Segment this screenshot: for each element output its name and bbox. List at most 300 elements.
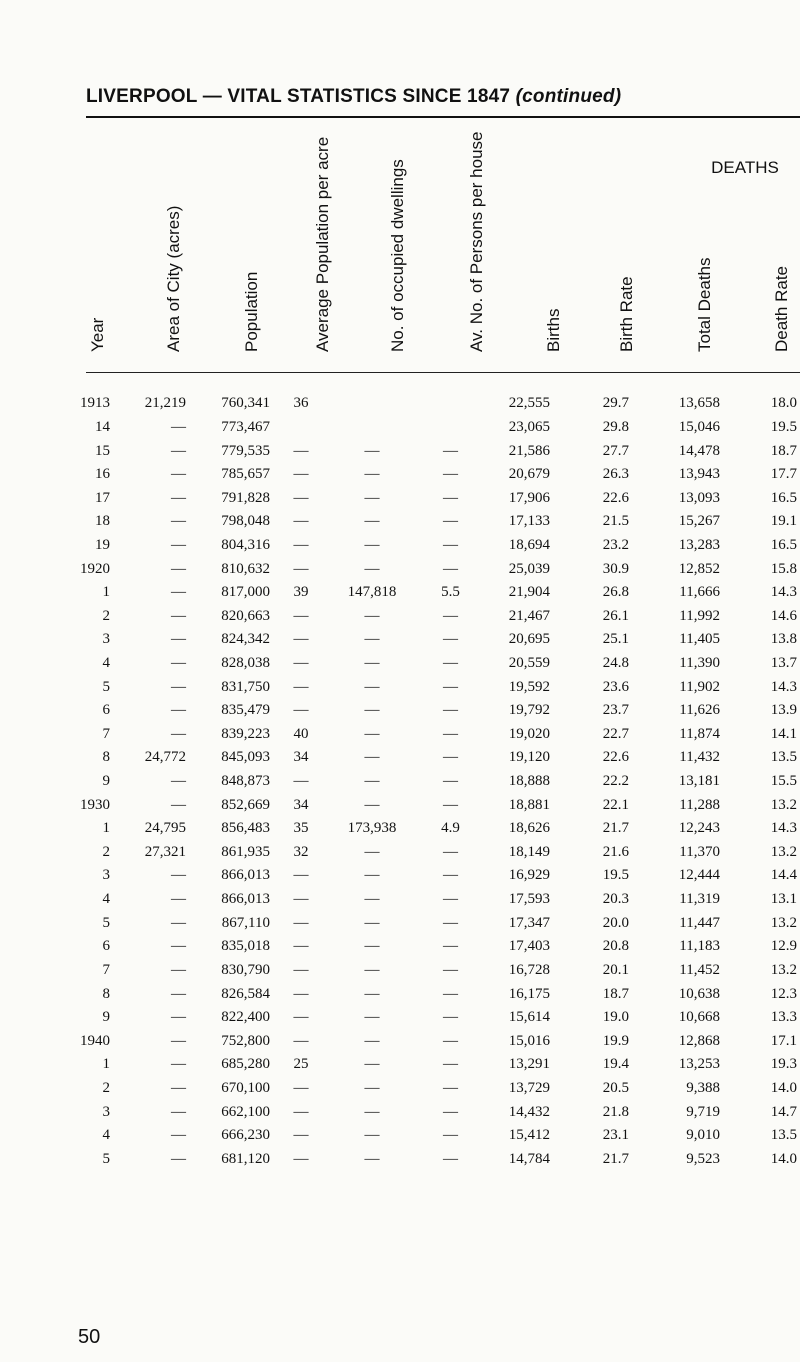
cell-dwellings: —	[364, 867, 380, 884]
cell-birth-rate: 23.1	[602, 1127, 629, 1144]
cell-area: 21,219	[144, 395, 186, 412]
cell-population: 820,663	[221, 607, 270, 624]
cell-total-deaths: 10,668	[678, 1009, 720, 1026]
cell-births: 17,593	[508, 891, 550, 908]
cell-area: —	[171, 961, 186, 978]
cell-avg-pop: —	[293, 1009, 309, 1026]
cell-dwellings: —	[364, 702, 380, 719]
cell-birth-rate: 22.6	[602, 489, 629, 506]
cell-death-rate: 14.3	[770, 820, 797, 837]
cell-year: 5	[102, 678, 110, 695]
cell-births: 15,412	[508, 1127, 550, 1144]
cell-persons-house: —	[443, 985, 458, 1002]
cell-persons-house: —	[443, 891, 458, 908]
cell-birth-rate: 21.6	[602, 843, 629, 860]
cell-total-deaths: 14,478	[678, 442, 720, 459]
cell-death-rate: 13.2	[770, 843, 797, 860]
cell-death-rate: 17.7	[770, 466, 797, 483]
header-area: Area of City (acres)	[164, 205, 183, 352]
cell-death-rate: 14.0	[770, 1150, 797, 1167]
page-number: 50	[78, 1326, 101, 1348]
cell-persons-house: —	[443, 513, 458, 530]
cell-persons-house: 5.5	[441, 584, 460, 601]
cell-persons-house: —	[443, 914, 458, 931]
cell-birth-rate: 20.5	[602, 1079, 629, 1096]
cell-area: —	[171, 1009, 186, 1026]
cell-year: 4	[102, 655, 110, 671]
cell-avg-pop: 36	[293, 395, 309, 412]
cell-total-deaths: 11,288	[679, 796, 720, 813]
cell-avg-pop: —	[293, 1079, 309, 1096]
cell-total-deaths: 11,626	[679, 702, 720, 719]
cell-dwellings	[332, 416, 412, 440]
cell-year: 17	[95, 489, 110, 506]
cell-population: 848,873	[221, 773, 270, 790]
cell-persons-house: —	[443, 843, 458, 860]
table-row	[80, 652, 797, 676]
cell-population: 835,479	[221, 702, 270, 719]
cell-birth-rate: 22.6	[602, 749, 629, 766]
cell-total-deaths: 9,719	[686, 1103, 720, 1120]
cell-year: 1	[102, 584, 110, 601]
cell-births: 19,592	[508, 678, 550, 695]
cell-year: 6	[102, 938, 110, 955]
cell-death-rate: 14.4	[770, 867, 797, 884]
cell-total-deaths: 11,370	[679, 843, 720, 860]
cell-births: 18,626	[508, 820, 550, 837]
cell-area: —	[171, 678, 186, 695]
header-population: Population	[242, 271, 261, 352]
cell-area: —	[171, 466, 186, 483]
cell-dwellings: —	[364, 513, 380, 530]
cell-population: 685,280	[221, 1056, 270, 1073]
cell-avg-pop: —	[293, 1150, 309, 1167]
cell-population: 828,038	[221, 655, 270, 671]
cell-area: —	[171, 560, 186, 577]
cell-avg-pop: 35	[293, 820, 309, 837]
table-row	[80, 534, 797, 558]
cell-population: 824,342	[221, 631, 270, 648]
cell-year: 3	[102, 631, 110, 648]
header-year: Year	[88, 317, 107, 352]
cell-persons-house: —	[443, 1127, 458, 1144]
cell-persons-house: —	[443, 1150, 458, 1167]
cell-year: 2	[102, 607, 110, 624]
header-birth-rate: Birth Rate	[617, 276, 636, 352]
cell-population: 856,483	[221, 820, 270, 837]
cell-births: 17,403	[508, 938, 550, 955]
cell-persons-house: 4.9	[441, 820, 460, 837]
table-row	[80, 1006, 797, 1030]
cell-birth-rate: 20.1	[602, 961, 629, 978]
title-continued: (continued)	[515, 86, 622, 107]
cell-births: 17,906	[508, 489, 550, 506]
cell-death-rate: 16.5	[770, 489, 797, 506]
cell-dwellings: —	[364, 560, 380, 577]
cell-births: 16,175	[508, 985, 550, 1002]
cell-births: 16,929	[508, 867, 550, 884]
cell-total-deaths: 15,046	[678, 418, 720, 435]
table-row	[80, 770, 797, 794]
cell-total-deaths: 13,093	[678, 489, 720, 506]
cell-dwellings: 173,938	[347, 820, 397, 837]
header-dwellings: No. of occupied dwellings	[388, 159, 407, 352]
cell-year: 1	[102, 1056, 110, 1073]
cell-dwellings: —	[364, 796, 380, 813]
cell-persons-house	[412, 416, 489, 440]
cell-population: 866,013	[221, 891, 270, 908]
cell-avg-pop: —	[293, 867, 309, 884]
cell-births: 13,729	[508, 1079, 550, 1096]
cell-total-deaths: 12,852	[678, 560, 720, 577]
cell-persons-house: —	[443, 961, 458, 978]
cell-death-rate: 15.8	[770, 560, 797, 577]
cell-avg-pop: —	[293, 914, 309, 931]
table-row	[80, 746, 797, 770]
cell-persons-house: —	[443, 725, 458, 742]
cell-avg-pop: —	[293, 513, 309, 530]
cell-population: 773,467	[221, 418, 270, 435]
cell-birth-rate: 20.0	[602, 914, 629, 931]
cell-birth-rate: 20.3	[602, 891, 629, 908]
cell-birth-rate: 29.7	[602, 395, 629, 412]
cell-total-deaths: 11,405	[679, 631, 720, 648]
cell-area: —	[171, 513, 186, 530]
cell-avg-pop: 32	[293, 843, 309, 860]
cell-persons-house: —	[443, 938, 458, 955]
table-row	[80, 935, 797, 959]
cell-total-deaths: 11,452	[679, 961, 720, 978]
cell-total-deaths: 9,523	[686, 1150, 720, 1167]
cell-death-rate: 18.0	[770, 395, 797, 412]
cell-total-deaths: 10,638	[678, 985, 720, 1002]
cell-births: 21,467	[508, 607, 550, 624]
cell-area: —	[171, 1127, 186, 1144]
cell-area: —	[171, 607, 186, 624]
cell-area: 24,772	[144, 749, 186, 766]
cell-births: 18,149	[508, 843, 550, 860]
cell-births: 18,888	[508, 773, 550, 790]
table-row	[80, 557, 797, 581]
cell-population: 845,093	[221, 749, 270, 766]
cell-dwellings: —	[364, 1127, 380, 1144]
cell-dwellings: —	[364, 1150, 380, 1167]
cell-total-deaths: 11,666	[679, 584, 720, 601]
table-row	[80, 439, 797, 463]
cell-total-deaths: 12,444	[678, 867, 720, 884]
cell-persons-house: —	[443, 1032, 458, 1049]
cell-dwellings: —	[364, 1032, 380, 1049]
cell-dwellings: —	[364, 914, 380, 931]
table-row	[80, 982, 797, 1006]
cell-total-deaths: 11,183	[679, 938, 720, 955]
cell-births: 19,020	[508, 725, 550, 742]
cell-area: —	[171, 1079, 186, 1096]
cell-area: —	[171, 914, 186, 931]
cell-death-rate: 14.3	[770, 678, 797, 695]
cell-avg-pop: —	[293, 442, 309, 459]
cell-death-rate: 13.5	[770, 749, 797, 766]
cell-dwellings: —	[364, 961, 380, 978]
cell-births: 20,695	[508, 631, 550, 648]
cell-persons-house: —	[443, 536, 458, 553]
header-births: Births	[544, 308, 563, 352]
cell-year: 8	[102, 749, 110, 766]
cell-births: 17,347	[508, 914, 550, 931]
title-text: LIVERPOOL — VITAL STATISTICS SINCE 1847	[86, 86, 511, 107]
table-row	[80, 486, 797, 510]
cell-population: 867,110	[221, 914, 270, 931]
cell-year: 1	[102, 820, 110, 837]
cell-total-deaths: 13,658	[678, 395, 720, 412]
cell-avg-pop: —	[293, 466, 309, 483]
cell-population: 817,000	[221, 584, 270, 601]
cell-persons-house: —	[443, 1056, 458, 1073]
cell-death-rate: 14.1	[770, 725, 797, 742]
cell-year: 1920	[80, 560, 110, 577]
cell-births: 13,291	[508, 1056, 550, 1073]
cell-population: 791,828	[221, 489, 270, 506]
cell-persons-house: —	[443, 655, 458, 671]
cell-persons-house: —	[443, 796, 458, 813]
cell-avg-pop: —	[293, 489, 309, 506]
cell-persons-house: —	[443, 1009, 458, 1026]
cell-persons-house: —	[443, 631, 458, 648]
cell-birth-rate: 22.1	[602, 796, 629, 813]
cell-persons-house: —	[443, 560, 458, 577]
cell-death-rate: 13.8	[770, 631, 797, 648]
cell-area: —	[171, 655, 186, 671]
cell-area: —	[171, 725, 186, 742]
cell-births: 21,586	[508, 442, 550, 459]
table-row	[80, 675, 797, 699]
cell-birth-rate: 30.9	[602, 560, 629, 577]
cell-avg-pop: —	[293, 1103, 309, 1120]
table-row	[80, 864, 797, 888]
cell-avg-pop	[270, 416, 332, 440]
cell-population: 822,400	[221, 1009, 270, 1026]
cell-births: 14,432	[508, 1103, 550, 1120]
table-row	[80, 723, 797, 747]
cell-death-rate: 14.7	[770, 1103, 797, 1120]
cell-avg-pop: 40	[293, 725, 309, 742]
cell-total-deaths: 11,902	[679, 678, 720, 695]
cell-avg-pop: 39	[293, 584, 309, 601]
cell-dwellings	[332, 392, 412, 416]
cell-dwellings: —	[364, 631, 380, 648]
cell-births: 19,120	[508, 749, 550, 766]
table-row	[80, 1100, 797, 1124]
cell-dwellings: —	[364, 749, 380, 766]
cell-death-rate: 14.0	[770, 1079, 797, 1096]
cell-dwellings: 147,818	[347, 584, 397, 601]
cell-avg-pop: —	[293, 536, 309, 553]
cell-total-deaths: 13,283	[678, 536, 720, 553]
cell-area: —	[171, 702, 186, 719]
cell-total-deaths: 11,319	[679, 891, 720, 908]
cell-area: —	[171, 891, 186, 908]
cell-death-rate: 13.7	[770, 655, 797, 671]
cell-year: 3	[102, 1103, 110, 1120]
cell-births: 18,694	[508, 536, 550, 553]
cell-avg-pop: 25	[293, 1056, 309, 1073]
cell-persons-house: —	[443, 466, 458, 483]
cell-area: —	[171, 1032, 186, 1049]
cell-population: 831,750	[221, 678, 270, 695]
cell-total-deaths: 12,243	[678, 820, 720, 837]
cell-death-rate: 15.5	[770, 773, 797, 790]
cell-population: 798,048	[221, 513, 270, 530]
table-row	[80, 817, 797, 841]
cell-population: 835,018	[221, 938, 270, 955]
cell-total-deaths: 15,267	[678, 513, 720, 530]
cell-births: 19,792	[508, 702, 550, 719]
table-row	[80, 510, 797, 534]
cell-persons-house: —	[443, 678, 458, 695]
header-persons-house: Av. No. of Persons per house	[467, 131, 486, 352]
table-row	[80, 581, 797, 605]
cell-birth-rate: 21.5	[602, 513, 629, 530]
table-row	[80, 1053, 797, 1077]
cell-persons-house: —	[443, 489, 458, 506]
cell-birth-rate: 23.2	[602, 536, 629, 553]
cell-birth-rate: 21.7	[602, 820, 629, 837]
cell-year: 2	[102, 843, 110, 860]
table-row	[80, 1077, 797, 1101]
cell-death-rate: 13.5	[770, 1127, 797, 1144]
cell-total-deaths: 11,447	[679, 914, 720, 931]
cell-year: 5	[102, 1150, 110, 1167]
cell-death-rate: 13.2	[770, 914, 797, 931]
cell-total-deaths: 13,253	[678, 1056, 720, 1073]
cell-death-rate: 19.5	[770, 418, 797, 435]
cell-year: 2	[102, 1079, 110, 1096]
cell-dwellings: —	[364, 773, 380, 790]
cell-year: 1930	[80, 796, 110, 813]
cell-total-deaths: 11,874	[679, 725, 720, 742]
table-body	[80, 392, 797, 1171]
cell-births: 17,133	[508, 513, 550, 530]
cell-avg-pop: —	[293, 678, 309, 695]
cell-persons-house: —	[443, 442, 458, 459]
cell-births: 22,555	[508, 395, 550, 412]
table-row	[80, 416, 797, 440]
cell-population: 804,316	[221, 536, 270, 553]
cell-births: 25,039	[508, 560, 550, 577]
cell-area: —	[171, 489, 186, 506]
cell-area: 24,795	[144, 820, 186, 837]
cell-avg-pop: —	[293, 773, 309, 790]
cell-population: 681,120	[221, 1150, 270, 1167]
cell-birth-rate: 26.1	[602, 607, 629, 624]
cell-persons-house: —	[443, 1079, 458, 1096]
cell-persons-house	[412, 392, 489, 416]
cell-dwellings: —	[364, 843, 380, 860]
cell-population: 752,800	[221, 1032, 270, 1049]
cell-year: 5	[102, 914, 110, 931]
cell-persons-house: —	[443, 867, 458, 884]
cell-area: —	[171, 1103, 186, 1120]
cell-death-rate: 19.1	[770, 513, 797, 530]
cell-population: 810,632	[221, 560, 270, 577]
cell-total-deaths: 11,390	[679, 655, 720, 671]
cell-dwellings: —	[364, 891, 380, 908]
cell-year: 9	[102, 773, 110, 790]
cell-population: 861,935	[221, 843, 270, 860]
table-row	[80, 1029, 797, 1053]
cell-year: 7	[102, 725, 110, 742]
table-row	[80, 463, 797, 487]
table-row	[80, 1124, 797, 1148]
table-row	[80, 888, 797, 912]
cell-persons-house: —	[443, 607, 458, 624]
cell-birth-rate: 27.7	[602, 442, 629, 459]
table-row	[80, 392, 797, 416]
table-row	[80, 841, 797, 865]
cell-population: 852,669	[221, 796, 270, 813]
cell-death-rate: 14.6	[770, 607, 797, 624]
cell-avg-pop: —	[293, 607, 309, 624]
cell-birth-rate: 23.6	[602, 678, 629, 695]
cell-area: —	[171, 631, 186, 648]
cell-area: 27,321	[144, 843, 186, 860]
cell-birth-rate: 22.7	[602, 725, 629, 742]
cell-persons-house: —	[443, 1103, 458, 1120]
cell-year: 9	[102, 1009, 110, 1026]
cell-year: 1913	[80, 395, 110, 412]
cell-births: 20,559	[508, 655, 550, 671]
cell-year: 3	[102, 867, 110, 884]
cell-birth-rate: 26.3	[602, 466, 629, 483]
cell-death-rate: 12.3	[770, 985, 797, 1002]
cell-total-deaths: 9,010	[686, 1127, 720, 1144]
cell-total-deaths: 11,992	[679, 607, 720, 624]
cell-death-rate: 13.2	[770, 796, 797, 813]
table-row	[80, 959, 797, 983]
cell-persons-house: —	[443, 773, 458, 790]
cell-avg-pop: 34	[293, 749, 309, 766]
cell-avg-pop: —	[293, 702, 309, 719]
cell-dwellings: —	[364, 607, 380, 624]
cell-death-rate: 13.2	[770, 961, 797, 978]
cell-birth-rate: 19.9	[602, 1032, 629, 1049]
cell-dwellings: —	[364, 725, 380, 742]
cell-total-deaths: 13,943	[678, 466, 720, 483]
cell-births: 21,904	[508, 584, 550, 601]
table-row	[80, 793, 797, 817]
cell-birth-rate: 22.2	[602, 773, 629, 790]
header-rule	[86, 372, 800, 373]
cell-death-rate: 14.3	[770, 584, 797, 601]
cell-death-rate: 18.7	[770, 442, 797, 459]
cell-area: —	[171, 1056, 186, 1073]
cell-total-deaths: 11,432	[679, 749, 720, 766]
cell-area: —	[171, 773, 186, 790]
cell-death-rate: 13.1	[770, 891, 797, 908]
deaths-group-header: DEATHS	[711, 158, 779, 177]
cell-population: 662,100	[221, 1103, 270, 1120]
cell-year: 19	[95, 536, 110, 553]
cell-population: 670,100	[221, 1079, 270, 1096]
table-row	[80, 604, 797, 628]
cell-area: —	[171, 418, 186, 435]
table-row	[80, 911, 797, 935]
cell-dwellings: —	[364, 985, 380, 1002]
cell-area: —	[171, 536, 186, 553]
cell-avg-pop: 34	[293, 796, 309, 813]
cell-births: 14,784	[508, 1150, 550, 1167]
cell-birth-rate: 25.1	[602, 631, 629, 648]
